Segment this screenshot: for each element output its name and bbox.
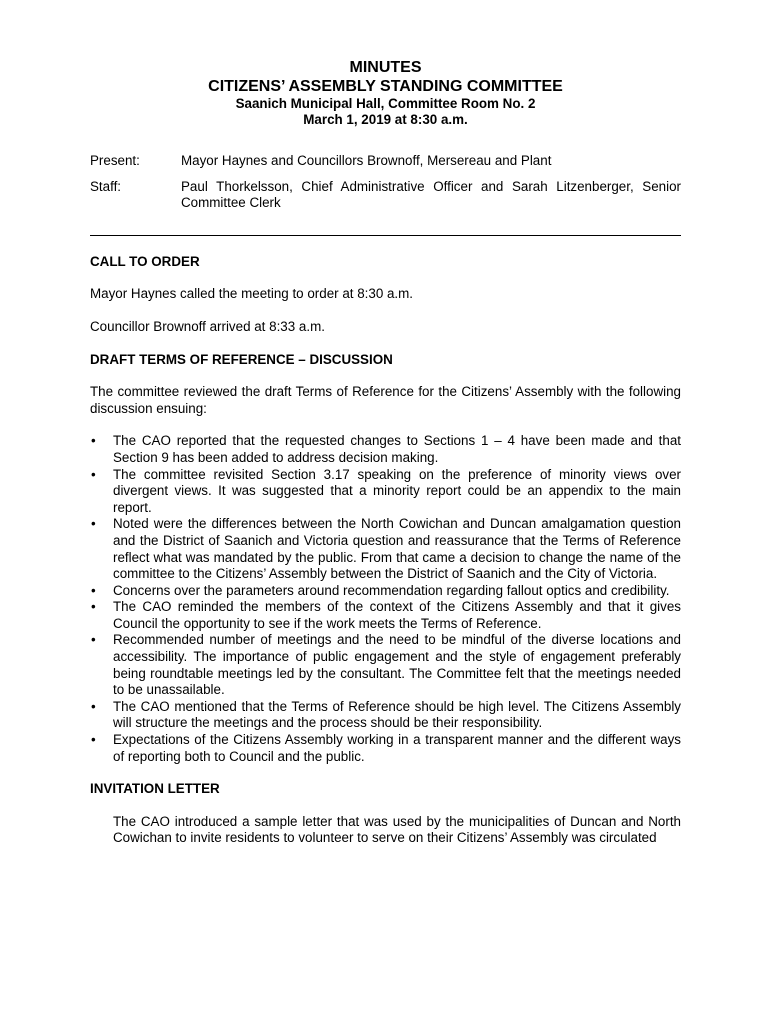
list-item: • Noted were the differences between the North Cowichan and Duncan amalgamation question and the District of Saanich and Victoria question and reassurance that the Terms of Reference reflect what was mandated by the public. From that came a decision to change the name of the committee to the Citizens’ Assembly between the District of Saanich and the City of Victoria.	[90, 516, 681, 582]
list-item: • The CAO mentioned that the Terms of Reference should be high level. The Citizens Assembly will structure the meetings and the process should be their responsibility.	[90, 699, 681, 732]
discussion-list	[90, 433, 681, 765]
invitation-heading: INVITATION LETTER	[90, 781, 220, 797]
present-row	[90, 153, 681, 170]
call-to-order-paragraph: Mayor Haynes called the meeting to order at 8:30 a.m.	[90, 286, 414, 302]
draft-terms-heading: DRAFT TERMS OF REFERENCE – DISCUSSION	[90, 351, 393, 367]
staff-value: Paul Thorkelsson, Chief Administrative Officer and Sarah Litzenberger, Senior Committee Clerk	[181, 178, 681, 211]
arrival-paragraph: Councillor Brownoff arrived at 8:33 a.m.	[90, 318, 325, 334]
minutes-document	[90, 58, 681, 847]
list-item: • Expectations of the Citizens Assembly working in a transparent manner and the different ways of reporting both to Council and the public.	[90, 732, 681, 765]
list-item: • The CAO reported that the requested changes to Sections 1 – 4 have been made and that Section 9 has been added to address decision making.	[90, 433, 681, 466]
list-item: • Concerns over the parameters around recommendation regarding fallout optics and credibility.	[90, 583, 681, 600]
staff-row	[90, 179, 681, 212]
present-label: Present:	[90, 153, 140, 168]
list-item: • The CAO reminded the members of the context of the Citizens Assembly and that it gives Council the opportunity to see if the work meets the Terms of Reference.	[90, 599, 681, 632]
section-divider	[90, 235, 681, 236]
meeting-datetime: March 1, 2019 at 8:30 a.m.	[303, 112, 468, 127]
call-to-order-heading: CALL TO ORDER	[90, 253, 200, 269]
document-header	[90, 58, 681, 128]
staff-label: Staff:	[90, 178, 122, 194]
meeting-location: Saanich Municipal Hall, Committee Room No. 2	[235, 96, 536, 111]
invitation-paragraph: The CAO introduced a sample letter that was used by the municipalities of Duncan and North Cowichan to invite residents to volunteer to serve on their Citizens’ Assembly was circulated	[113, 813, 681, 846]
document-title: MINUTES	[349, 59, 422, 76]
draft-terms-intro: The committee reviewed the draft Terms of Reference for the Citizens’ Assembly with the following discussion ensuing:	[90, 384, 681, 416]
list-item: • Recommended number of meetings and the need to be mindful of the diverse locations and accessibility. The importance of public engagement and the style of engagement preferably being roundtable meetings led by the consultant. The Committee felt that the meetings needed to be unassailable.	[90, 632, 681, 698]
committee-name: CITIZENS’ ASSEMBLY STANDING COMMITTEE	[208, 78, 563, 95]
present-value: Mayor Haynes and Councillors Brownoff, Mersereau and Plant	[181, 153, 552, 168]
list-item: • The committee revisited Section 3.17 speaking on the preference of minority views over divergent views. It was suggested that a minority report could be an appendix to the main report.	[90, 467, 681, 517]
